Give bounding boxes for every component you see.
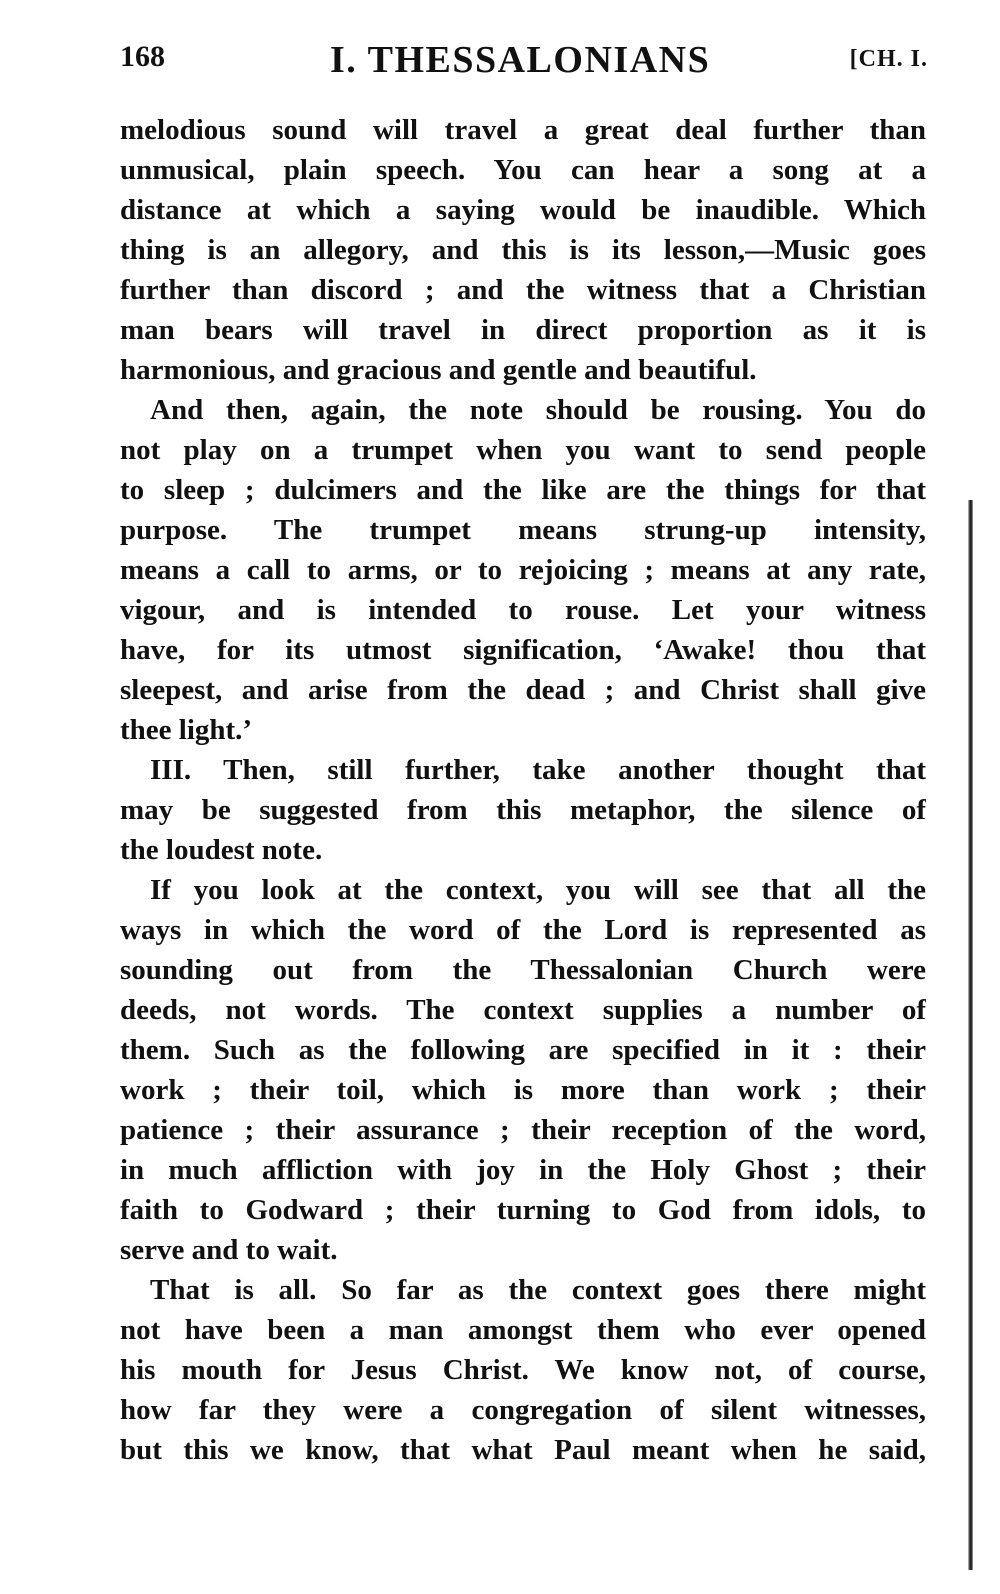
text-line: distance at which a saying would be inaudible. Which xyxy=(120,194,926,226)
text-line: have, for its utmost signification, ‘Awake! thou that xyxy=(120,634,926,666)
page-number: 168 xyxy=(120,40,165,73)
text-line: vigour, and is intended to rouse. Let your witness xyxy=(120,594,926,626)
text-line: patience ; their assurance ; their reception of the word, xyxy=(120,1114,926,1146)
text-line: thing is an allegory, and this is its lesson,—Music goes xyxy=(120,234,926,266)
text-line: melodious sound will travel a great deal further than xyxy=(120,114,926,146)
text-line: serve and to wait. xyxy=(120,1234,338,1266)
text-line: sounding out from the Thessalonian Church were xyxy=(120,954,926,986)
running-header xyxy=(120,38,928,90)
text-line: in much affliction with joy in the Holy Ghost ; their xyxy=(120,1154,926,1186)
text-line: his mouth for Jesus Christ. We know not, of course, xyxy=(120,1354,926,1386)
text-line: harmonious, and gracious and gentle and beautiful. xyxy=(120,354,757,386)
text-line: And then, again, the note should be rousing. You do xyxy=(150,394,926,426)
text-line: deeds, not words. The context supplies a number of xyxy=(120,994,926,1026)
text-line: not have been a man amongst them who ever opened xyxy=(120,1314,926,1346)
paragraph xyxy=(120,1270,926,1470)
paragraph xyxy=(120,390,926,750)
text-line: may be suggested from this metaphor, the silence of xyxy=(120,794,926,826)
text-line: means a call to arms, or to rejoicing ; means at any rate, xyxy=(120,554,926,586)
text-line: III. Then, still further, take another thought that xyxy=(150,754,926,786)
text-line: unmusical, plain speech. You can hear a song at a xyxy=(120,154,926,186)
text-line: That is all. So far as the context goes there might xyxy=(150,1274,926,1306)
text-line: thee light.’ xyxy=(120,714,253,746)
text-line: to sleep ; dulcimers and the like are the things for that xyxy=(120,474,926,506)
text-line: If you look at the context, you will see that all the xyxy=(150,874,926,906)
paragraph xyxy=(120,870,926,1270)
text-line: how far they were a congregation of silent witnesses, xyxy=(120,1394,926,1426)
chapter-reference: [CH. I. xyxy=(849,46,928,72)
paragraph xyxy=(120,750,926,870)
text-line: work ; their toil, which is more than work ; their xyxy=(120,1074,926,1106)
body-text xyxy=(120,110,926,1470)
text-line: sleepest, and arise from the dead ; and Christ shall give xyxy=(120,674,926,706)
text-line: but this we know, that what Paul meant when he said, xyxy=(120,1434,926,1466)
page-edge-shadow xyxy=(968,500,973,1570)
text-line: further than discord ; and the witness that a Christian xyxy=(120,274,926,306)
running-title: I. THESSALONIANS xyxy=(330,39,711,81)
text-line: not play on a trumpet when you want to send people xyxy=(120,434,926,466)
text-line: the loudest note. xyxy=(120,834,323,866)
text-line: man bears will travel in direct proportion as it is xyxy=(120,314,926,346)
paragraph xyxy=(120,110,926,390)
text-line: faith to Godward ; their turning to God from idols, to xyxy=(120,1194,926,1226)
text-line: ways in which the word of the Lord is represented as xyxy=(120,914,926,946)
text-line: them. Such as the following are specified in it : their xyxy=(120,1034,926,1066)
text-line: purpose. The trumpet means strung-up intensity, xyxy=(120,514,926,546)
